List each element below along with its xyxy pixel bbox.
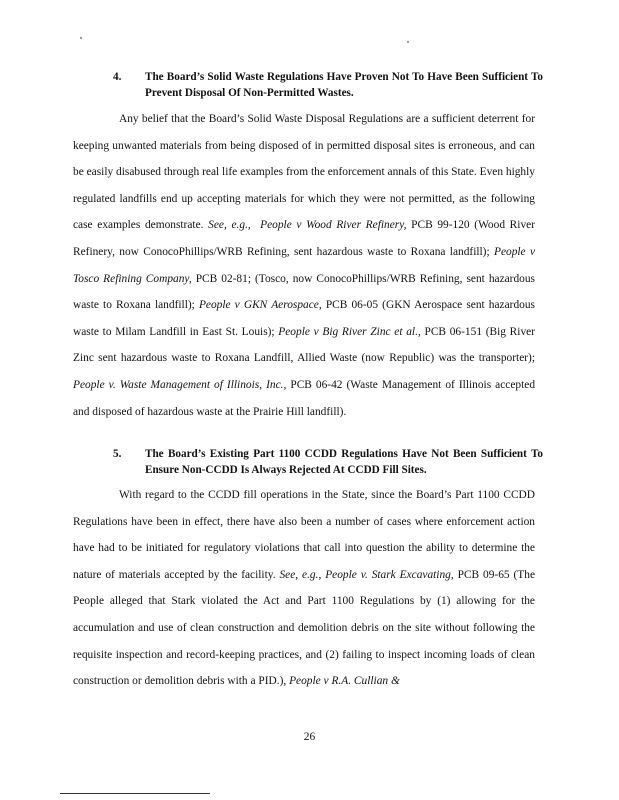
case-citation: People v Tosco Refining Company, <box>73 245 536 285</box>
section-4-heading <box>113 69 543 101</box>
case-citation: People v. Waste Management of Illinois, Inc., <box>73 378 287 391</box>
scan-speck <box>80 37 82 39</box>
case-citation: People v R.A. Cullian & <box>289 675 400 688</box>
section-5-text: With regard to the CCDD fill operations in the State, since the Board’s Part 1100 CCDD Regulations have been in effect, there have also been a number of cases where enforcement action have had to be initiated for regulatory violations that call into question the ability to determine the nature of materials accepted by the facility. <box>73 489 535 581</box>
case-text: PCB 06-42 (Waste Management of Illinois accepted and disposed of hazardous waste at the Prairie Hill landfill). <box>73 378 536 418</box>
section-5-paragraph <box>73 482 535 695</box>
see-eg: See, e.g., <box>208 219 251 232</box>
case-text: PCB 06-151 (Big River Zinc sent hazardous waste to Roxana Landfill, Allied Waste (now Republic) was the transporter); <box>73 325 535 365</box>
section-5-heading <box>113 446 543 478</box>
scan-speck <box>407 41 409 43</box>
case-text: PCB 02-81; (Tosco, now ConocoPhillips/WRB Refining, sent hazardous waste to Roxana landfill); <box>73 272 535 312</box>
section-4-number: 4. <box>113 71 122 83</box>
case-text: PCB 06-05 (GKN Aerospace sent hazardous waste to Milam Landfill in East St. Louis); <box>73 299 535 338</box>
case-citation: People v Wood River Refinery, <box>260 219 407 232</box>
footer-rule <box>60 793 210 794</box>
section-4-title: The Board’s Solid Waste Regulations Have Proven Not To Have Been Sufficient To Prevent Disposal Of Non-Permitted Wastes. <box>145 71 543 99</box>
see-eg: See, e.g., <box>279 568 322 581</box>
case-citation: People v Big River Zinc et al., <box>278 325 421 338</box>
case-citation: People v GKN Aerospace, <box>198 299 322 312</box>
page-number: 26 <box>303 731 316 743</box>
case-citation: People v. Stark Excavating, <box>325 568 454 581</box>
section-5-number: 5. <box>113 448 122 460</box>
case-text: PCB 99-120 (Wood River Refinery, now ConocoPhillips/WRB Refining, sent hazardous waste to Roxana landfill); <box>73 219 535 258</box>
section-4-text: Any belief that the Board’s Solid Waste Disposal Regulations are a sufficient deterrent for keeping unwanted materials from being disposed of in permitted disposal sites is erroneous, and can be easily disabused through real life examples from the enforcement annals of this State. Even highly regulated landfills end up accepting materials for which they were not permitted, as the following case examples demonstrate. <box>73 113 535 232</box>
case-text: PCB 09-65 (The People alleged that Stark violated the Act and Part 1100 Regulations by (1) allowing for the accumulation and use of clean construction and demolition debris on the site without following the requisite inspection and record-keeping practices, and (2) failing to inspect incoming loads of clean construction or demolition debris with a PID.), <box>73 568 536 688</box>
section-4-paragraph <box>73 106 535 425</box>
section-5-title: The Board’s Existing Part 1100 CCDD Regulations Have Not Been Sufficient To Ensure Non-CCDD Is Always Rejected At CCDD Fill Sites. <box>145 448 543 476</box>
